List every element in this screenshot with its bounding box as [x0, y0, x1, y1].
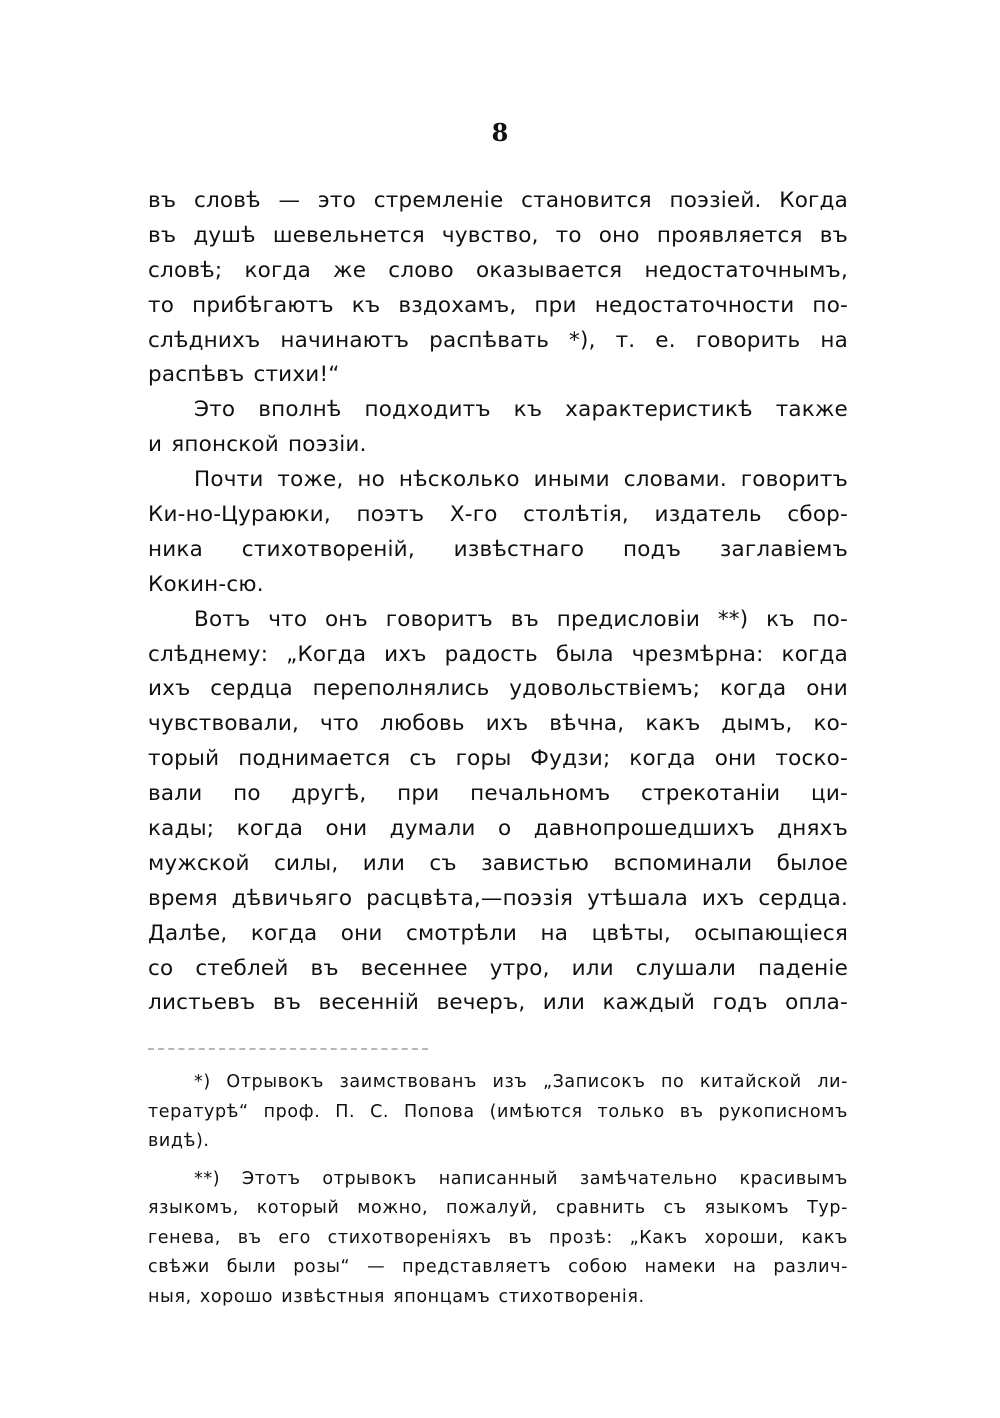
text-line: ихъ сердца переполнялись удовольствіемъ; когда они — [148, 676, 848, 702]
text-line: время дѣвичьяго расцвѣта,—поэзія утѣшала ихъ сердца. — [148, 885, 848, 911]
text-line: чувствовали, что любовь ихъ вѣчна, какъ дымъ, ко- — [148, 711, 848, 737]
footnote-line: свѣжи были розы“ — представляетъ собою намеки на различ- — [148, 1257, 848, 1277]
footnote-separator — [148, 1048, 428, 1052]
main-text — [148, 184, 848, 1021]
footnote-line: ныя, хорошо извѣстныя японцамъ стихотворенія. — [148, 1286, 645, 1307]
text-line: и японской поэзіи. — [148, 432, 367, 458]
text-line: слѣднихъ начинаютъ распѣвать *), т. е. говорить на — [148, 327, 848, 353]
footnotes — [148, 1068, 848, 1312]
footnote-line: тературѣ“ проф. П. С. Попова (имѣются только въ рукописномъ — [148, 1101, 848, 1122]
text-line: словѣ; когда же слово оказывается недостаточнымъ, — [148, 257, 848, 283]
text-line: распѣвъ стихи!“ — [148, 362, 340, 388]
text-line: въ душѣ шевельнется чувство, то оно проявляется въ — [148, 222, 848, 248]
footnote-line: видѣ). — [148, 1131, 210, 1151]
text-line: со стеблей въ весеннее утро, или слушали паденіе — [148, 955, 848, 981]
text-line: мужской силы, или съ завистью вспоминали былое — [148, 850, 848, 876]
page-number: 8 — [491, 118, 509, 147]
footnote-1 — [148, 1068, 848, 1157]
text-line: Вотъ что онъ говоритъ въ предисловіи **) къ по- — [194, 606, 848, 632]
text-line: то прибѣгаютъ къ вздохамъ, при недостаточности по- — [148, 292, 848, 318]
text-line: Далѣе, когда они смотрѣли на цвѣты, осыпающіеся — [148, 920, 848, 946]
text-line: Это вполнѣ подходитъ къ характеристикѣ также — [194, 397, 848, 423]
footnote-2 — [148, 1165, 848, 1313]
text-line: Кокин-сю. — [148, 571, 264, 597]
text-line: въ словѣ — это стремленіе становится поэзіей. Когда — [148, 188, 848, 213]
text-line: ника стихотвореній, извѣстнаго подъ заглавіемъ — [148, 536, 848, 562]
text-line: Ки-но-Цураюки, поэтъ Х-го столѣтія, издатель сбор- — [148, 502, 848, 528]
text-line: Почти тоже, но нѣсколько иными словами. говоритъ — [194, 467, 848, 493]
text-line: листьевъ въ весенній вечеръ, или каждый годъ опла- — [148, 990, 848, 1016]
footnote-line: *) Отрывокъ заимствованъ изъ „Записокъ по китайской ли- — [194, 1072, 848, 1092]
footnote-line: генева, въ его стихотвореніяхъ въ прозѣ: „Какъ хороши, какъ — [148, 1227, 848, 1248]
text-line: торый поднимается съ горы Фудзи; когда они тоско- — [148, 746, 848, 772]
text-line: вали по другѣ, при печальномъ стрекотаніи ци- — [148, 781, 848, 807]
footnote-line: языкомъ, который можно, пожалуй, сравнить съ языкомъ Тур- — [148, 1198, 848, 1218]
text-line: кады; когда они думали о давнопрошедшихъ дняхъ — [148, 816, 848, 842]
footnote-line: **) Этотъ отрывокъ написанный замѣчательно красивымъ — [194, 1168, 848, 1189]
text-line: слѣднему: „Когда ихъ радость была чрезмѣрна: когда — [148, 641, 848, 667]
